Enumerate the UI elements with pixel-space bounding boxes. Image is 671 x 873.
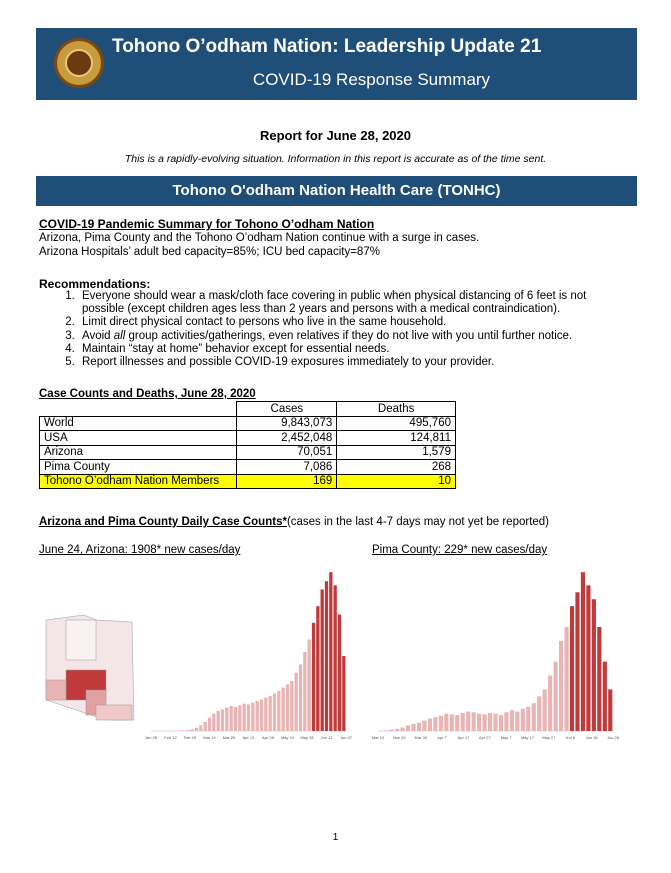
chart-bar [230,706,233,731]
report-date: Report for June 28, 2020 [260,128,411,143]
chart-bar [390,730,394,731]
table-row: USA 2,452,048 124,811 [40,431,456,446]
chart-tick-label: Mar 20 [393,735,406,740]
chart-tick-label: Jun 6 [565,735,576,740]
chart-tick-label: Jun 12 [320,735,333,740]
chart-bar [592,599,596,731]
chart-bar [472,712,476,731]
chart-tick-label: Feb 29 [183,735,197,740]
chart-bar [338,614,341,731]
chart-bar [186,730,189,731]
chart-bar [299,664,302,731]
chart-tick-label: May 17 [520,735,535,740]
chart-bar [182,730,185,731]
recommendations-title: Recommendations: [39,277,151,291]
chart-bar [195,728,198,731]
recommendation-item: 1. Everyone should wear a mask/cloth face covering in public when physical distancing of 6 feet is not possible (except children ages less than 2 years and persons with a medical contraindication). [78,290,618,316]
chart-bar [191,729,194,731]
chart-tick-label: Mar 10 [371,735,385,740]
chart-bar [575,592,579,731]
chart-bar [290,681,293,731]
chart-bar [286,684,289,731]
chart-bar [586,585,590,731]
arizona-daily-cases-chart [144,565,353,745]
recommendation-item: 3. Avoid all group activities/gatherings, even relatives if they do not live with you until further notice. [78,330,618,343]
chart-bar [603,662,607,731]
chart-bar [548,676,552,731]
table-header-deaths: Deaths [337,402,456,417]
chart-bar [264,698,267,731]
chart-bar [554,662,558,731]
chart-bar [439,716,443,731]
chart-bar [417,723,421,731]
chart-bar [251,703,254,731]
recommendation-item: 5. Report illnesses and possible COVID-19 exposures immediately to your provider. [78,356,618,369]
chart-bar [312,623,315,731]
chart-bar [342,656,345,731]
chart-tick-label: Apr 28 [262,735,274,740]
chart-bar [316,606,319,731]
chart-tick-label: May 27 [542,735,556,740]
chart-bar [295,673,298,731]
chart-bar [466,712,470,731]
chart-bar [510,710,514,731]
section-title: Tohono O'odham Nation Health Care (TONHC) [36,176,637,206]
chart-bar [450,714,454,731]
chart-bar [461,713,465,731]
chart-bar [395,729,399,731]
chart-bar [411,724,415,731]
summary-title: COVID-19 Pandemic Summary for Tohono O’odham Nation [39,217,375,231]
chart-bar [199,725,202,731]
table-row: Arizona 70,051 1,579 [40,445,456,460]
chart-bar [277,691,280,731]
table-header-blank [40,402,237,417]
pima-daily-cases-chart [371,565,620,745]
page-number: 1 [332,832,339,843]
chart-bar [537,696,541,731]
chart-bar [334,585,337,731]
chart-bar [384,730,388,731]
chart-bar [234,707,237,731]
chart-tick-label: May 28 [300,735,314,740]
chart-tick-label: Feb 12 [164,735,177,740]
chart-bar [282,688,285,731]
chart-bar [493,714,497,731]
chart-bar [455,715,459,731]
case-table [39,401,456,489]
chart-bar [406,725,410,731]
chart-bar [521,709,525,731]
chart-bar [256,701,259,731]
chart-tick-label: May 7 [500,735,512,740]
chart-bar [247,704,250,731]
chart-bar [597,627,601,731]
chart-bar [608,689,612,731]
table-row: World 9,843,073 495,760 [40,416,456,431]
daily-counts-title: Arizona and Pima County Daily Case Counts*(cases in the last 4-7 days may not yet be reported) [39,516,550,528]
table-row-highlighted: Tohono O’odham Nation Members 169 10 [40,474,456,489]
recommendations-list [58,290,618,369]
pima-chart-heading: Pima County: 229* new cases/day [372,544,548,556]
chart-tick-label: Jun 26 [606,735,620,740]
summary-line-1: Arizona, Pima County and the Tohono O’odham Nation continue with a surge in cases. [39,232,480,244]
chart-bar [433,717,437,731]
chart-bar [238,705,241,731]
chart-bar [488,713,492,731]
chart-tick-label: Jun 27 [339,735,353,740]
arizona-county-map [36,560,146,770]
page-title: Tohono O’odham Nation: Leadership Update 21 [112,36,542,57]
chart-bar [581,572,585,731]
chart-bar [499,715,503,731]
chart-bar [401,728,405,731]
chart-bar [321,589,324,731]
chart-bar [217,711,220,731]
chart-bar [329,572,332,731]
chart-bar [543,689,547,731]
chart-tick-label: Jun 16 [585,735,598,740]
chart-bar [212,714,215,731]
chart-tick-label: Mar 30 [414,735,427,740]
chart-bar [325,581,328,731]
chart-tick-label: Mar 29 [222,735,236,740]
chart-bar [303,652,306,731]
summary-line-2: Arizona Hospitals’ adult bed capacity=85%; ICU bed capacity=87% [39,246,380,258]
chart-bar [269,696,272,731]
chart-tick-label: Apr 27 [478,735,491,740]
chart-bar [532,703,536,731]
chart-bar [260,699,263,731]
chart-bar [243,704,246,731]
chart-bar [515,712,519,731]
chart-bar [559,641,563,731]
table-header-cases: Cases [237,402,337,417]
recommendation-item: 4. Maintain “stay at home” behavior except for essential needs. [78,343,618,356]
recommendation-item: 2. Limit direct physical contact to persons who live in the same household. [78,316,618,329]
chart-bar [428,719,432,731]
chart-tick-label: Apr 13 [242,735,255,740]
chart-bar [221,709,224,731]
table-row: Pima County 7,086 268 [40,460,456,475]
chart-bar [504,712,508,731]
chart-tick-label: Apr 17 [457,735,470,740]
chart-bar [422,721,426,731]
chart-bar [444,714,448,731]
chart-bar [204,722,207,731]
chart-tick-label: Mar 14 [203,735,216,740]
chart-bar [570,606,574,731]
chart-tick-label: Apr 7 [437,735,447,740]
chart-bar [225,708,228,731]
page-subtitle: COVID-19 Response Summary [252,70,491,89]
chart-bar [273,694,276,731]
case-table-title: Case Counts and Deaths, June 28, 2020 [39,388,256,400]
chart-tick-label: Jan 26 [144,735,158,740]
chart-bar [477,714,481,731]
chart-tick-label: May 13 [280,735,295,740]
chart-bar [564,627,568,731]
chart-bar [308,639,311,731]
chart-bar [526,707,530,731]
chart-bar [208,718,211,731]
chart-bar [482,714,486,731]
disclaimer: This is a rapidly-evolving situation. Information in this report is accurate as of the time sent. [124,153,547,165]
header-banner [36,28,637,100]
arizona-chart-heading: June 24, Arizona: 1908* new cases/day [39,544,241,556]
